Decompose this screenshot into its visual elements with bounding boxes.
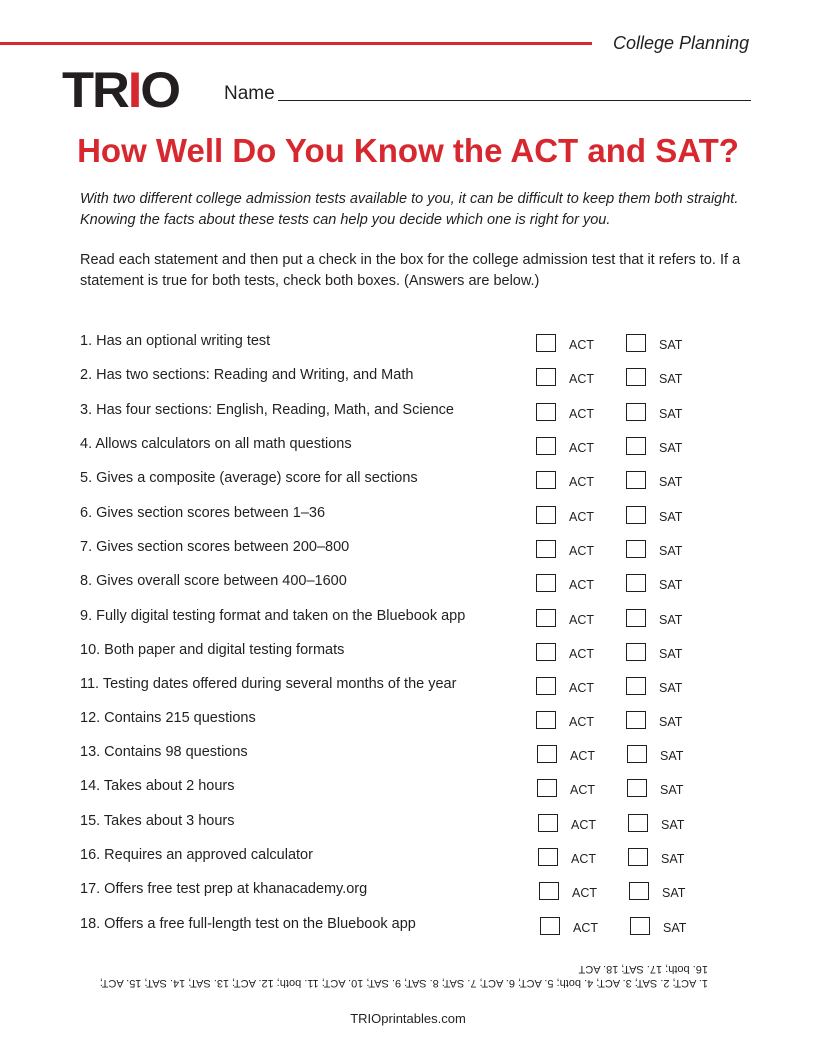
act-checkbox[interactable] bbox=[536, 677, 556, 695]
question-row bbox=[80, 744, 740, 768]
intro-text: With two different college admission tests available to you, it can be difficult to keep them both straight. Knowing the facts about these tests can help you decide which one is right for you. bbox=[80, 191, 739, 228]
question-row bbox=[80, 333, 740, 357]
act-checkbox[interactable] bbox=[536, 609, 556, 627]
question-row bbox=[80, 710, 740, 734]
question-row bbox=[80, 778, 740, 802]
sat-checkbox[interactable] bbox=[626, 540, 646, 558]
sat-checkbox[interactable] bbox=[628, 848, 648, 866]
act-checkbox[interactable] bbox=[539, 882, 559, 900]
act-label: ACT bbox=[569, 338, 594, 352]
sat-label: SAT bbox=[661, 852, 685, 866]
sat-label: SAT bbox=[660, 783, 684, 797]
act-checkbox[interactable] bbox=[536, 506, 556, 524]
question-row bbox=[80, 367, 740, 391]
question-row bbox=[80, 813, 740, 837]
sat-label: SAT bbox=[659, 681, 683, 695]
question-text: 12. Contains 215 questions bbox=[80, 710, 256, 726]
question-text: 4. Allows calculators on all math questions bbox=[80, 436, 352, 452]
sat-checkbox[interactable] bbox=[626, 677, 646, 695]
question-text: 15. Takes about 3 hours bbox=[80, 813, 235, 829]
question-row bbox=[80, 539, 740, 563]
answer-key: 1. ACT; 2. SAT; 3. ACT; 4. both; 5. ACT; 6. ACT; 7. SAT; 8. SAT; 9. SAT; 10. ACT; 11. both; 12. ACT; 13. SAT; 14. SAT; 15. ACT; 16. both; 17. SAT; 18. ACT bbox=[99, 963, 708, 989]
sat-label: SAT bbox=[659, 544, 683, 558]
act-label: ACT bbox=[570, 749, 595, 763]
act-checkbox[interactable] bbox=[538, 848, 558, 866]
sat-label: SAT bbox=[659, 475, 683, 489]
act-label: ACT bbox=[569, 715, 594, 729]
act-checkbox[interactable] bbox=[536, 368, 556, 386]
question-text: 7. Gives section scores between 200–800 bbox=[80, 539, 350, 555]
question-row bbox=[80, 505, 740, 529]
act-label: ACT bbox=[569, 475, 594, 489]
trio-logo: TRIO bbox=[62, 62, 180, 118]
act-label: ACT bbox=[573, 921, 598, 935]
question-row bbox=[80, 847, 740, 871]
question-row bbox=[80, 676, 740, 700]
sat-label: SAT bbox=[659, 715, 683, 729]
act-label: ACT bbox=[569, 647, 594, 661]
act-checkbox[interactable] bbox=[538, 814, 558, 832]
sat-checkbox[interactable] bbox=[626, 506, 646, 524]
question-text: 14. Takes about 2 hours bbox=[80, 778, 235, 794]
page-title: How Well Do You Know the ACT and SAT? bbox=[77, 132, 739, 169]
act-label: ACT bbox=[569, 544, 594, 558]
header-rule bbox=[0, 42, 592, 45]
sat-checkbox[interactable] bbox=[626, 403, 646, 421]
act-checkbox[interactable] bbox=[536, 403, 556, 421]
question-text: 2. Has two sections: Reading and Writing, and Math bbox=[80, 367, 414, 383]
question-text: 16. Requires an approved calculator bbox=[80, 847, 313, 863]
sat-checkbox[interactable] bbox=[626, 711, 646, 729]
question-text: 13. Contains 98 questions bbox=[80, 744, 248, 760]
act-label: ACT bbox=[572, 886, 597, 900]
act-label: ACT bbox=[569, 510, 594, 524]
question-text: 6. Gives section scores between 1–36 bbox=[80, 505, 326, 521]
question-text: 17. Offers free test prep at khanacademy.org bbox=[80, 881, 368, 897]
sat-checkbox[interactable] bbox=[628, 814, 648, 832]
name-label: Name bbox=[224, 83, 275, 104]
act-checkbox[interactable] bbox=[536, 334, 556, 352]
sat-checkbox[interactable] bbox=[626, 471, 646, 489]
act-label: ACT bbox=[569, 681, 594, 695]
sat-label: SAT bbox=[663, 921, 687, 935]
question-text: 11. Testing dates offered during several months of the year bbox=[80, 676, 457, 692]
sat-label: SAT bbox=[662, 886, 686, 900]
section-label: College Planning bbox=[613, 33, 750, 53]
sat-checkbox[interactable] bbox=[626, 574, 646, 592]
question-row bbox=[80, 642, 740, 666]
act-checkbox[interactable] bbox=[536, 437, 556, 455]
sat-label: SAT bbox=[659, 407, 683, 421]
sat-checkbox[interactable] bbox=[627, 779, 647, 797]
act-label: ACT bbox=[569, 407, 594, 421]
act-checkbox[interactable] bbox=[536, 540, 556, 558]
question-row bbox=[80, 608, 740, 632]
sat-label: SAT bbox=[659, 441, 683, 455]
instructions-text: Read each statement and then put a check in the box for the college admission test that it refers to. If a statement is true for both tests, check both boxes. (Answers are below.) bbox=[80, 252, 741, 289]
question-row bbox=[80, 881, 740, 905]
sat-checkbox[interactable] bbox=[630, 917, 650, 935]
sat-label: SAT bbox=[659, 372, 683, 386]
act-label: ACT bbox=[569, 613, 594, 627]
question-text: 10. Both paper and digital testing formats bbox=[80, 642, 345, 658]
question-row bbox=[80, 470, 740, 494]
act-checkbox[interactable] bbox=[536, 643, 556, 661]
question-row bbox=[80, 436, 740, 460]
footer-url: TRIOprintables.com bbox=[350, 1011, 466, 1026]
sat-checkbox[interactable] bbox=[626, 368, 646, 386]
act-label: ACT bbox=[571, 818, 596, 832]
question-text: 8. Gives overall score between 400–1600 bbox=[80, 573, 347, 589]
sat-checkbox[interactable] bbox=[629, 882, 649, 900]
act-label: ACT bbox=[570, 783, 595, 797]
act-label: ACT bbox=[569, 441, 594, 455]
sat-checkbox[interactable] bbox=[626, 643, 646, 661]
question-text: 9. Fully digital testing format and taken on the Bluebook app bbox=[80, 608, 466, 624]
sat-label: SAT bbox=[660, 749, 684, 763]
sat-label: SAT bbox=[661, 818, 685, 832]
sat-checkbox[interactable] bbox=[627, 745, 647, 763]
name-field[interactable] bbox=[278, 100, 751, 101]
act-checkbox[interactable] bbox=[536, 711, 556, 729]
act-label: ACT bbox=[571, 852, 596, 866]
act-label: ACT bbox=[569, 578, 594, 592]
question-text: 3. Has four sections: English, Reading, Math, and Science bbox=[80, 402, 454, 418]
sat-label: SAT bbox=[659, 647, 683, 661]
sat-label: SAT bbox=[659, 578, 683, 592]
act-checkbox[interactable] bbox=[536, 471, 556, 489]
question-text: 5. Gives a composite (average) score for all sections bbox=[80, 470, 418, 486]
question-row bbox=[80, 573, 740, 597]
act-checkbox[interactable] bbox=[540, 917, 560, 935]
question-row bbox=[80, 916, 740, 940]
act-checkbox[interactable] bbox=[536, 574, 556, 592]
sat-checkbox[interactable] bbox=[626, 609, 646, 627]
sat-label: SAT bbox=[659, 338, 683, 352]
sat-label: SAT bbox=[659, 613, 683, 627]
act-checkbox[interactable] bbox=[537, 779, 557, 797]
sat-checkbox[interactable] bbox=[626, 334, 646, 352]
question-row bbox=[80, 402, 740, 426]
sat-checkbox[interactable] bbox=[626, 437, 646, 455]
act-label: ACT bbox=[569, 372, 594, 386]
sat-label: SAT bbox=[659, 510, 683, 524]
act-checkbox[interactable] bbox=[537, 745, 557, 763]
question-text: 1. Has an optional writing test bbox=[80, 333, 271, 349]
question-text: 18. Offers a free full-length test on the Bluebook app bbox=[80, 916, 416, 932]
